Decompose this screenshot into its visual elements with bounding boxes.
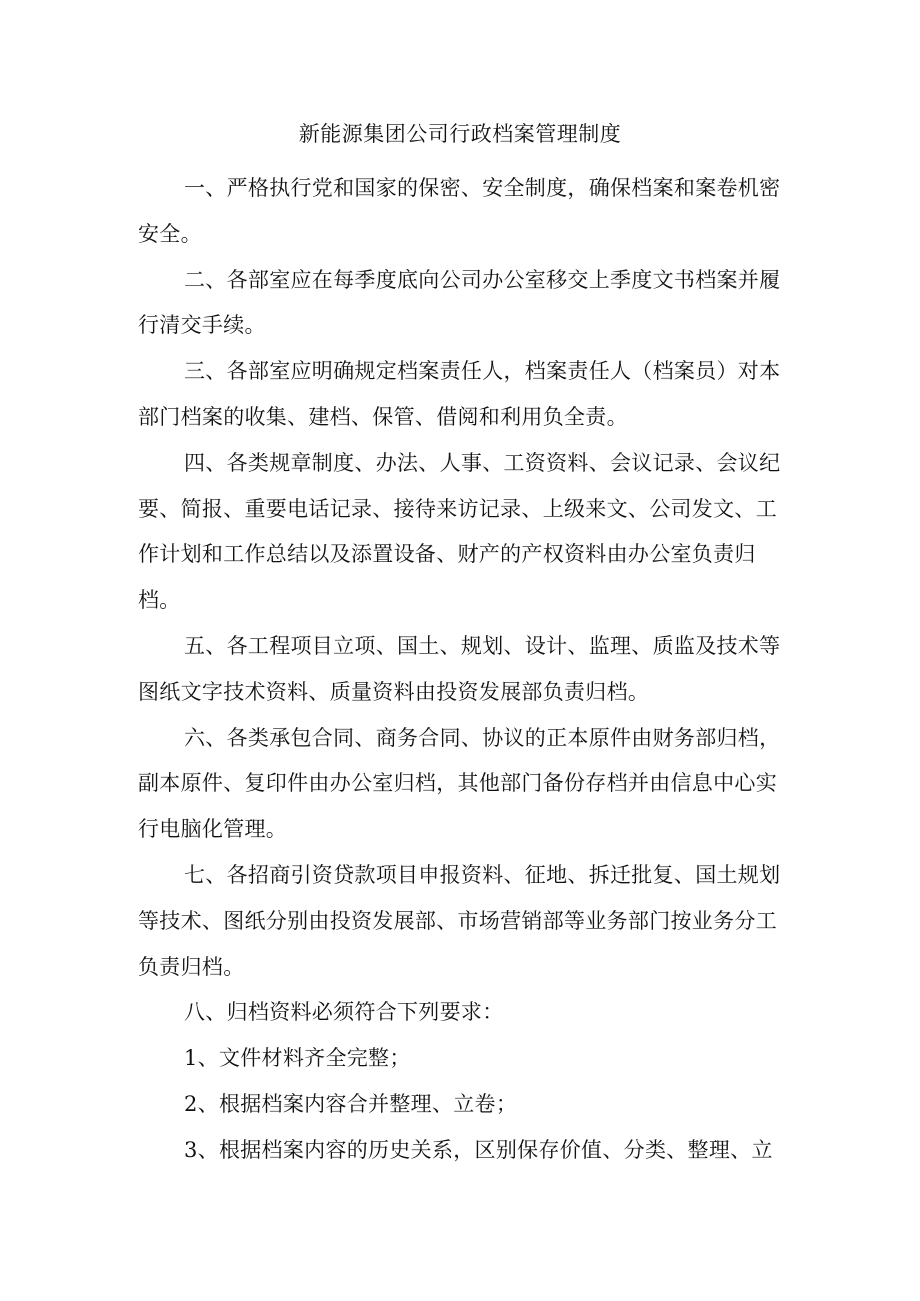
paragraph-4: 四、各类规章制度、办法、人事、工资资料、会议记录、会议纪要、简报、重要电话记录、接待来访记录、上级来文、公司发文、工作计划和工作总结以及添置设备、财产的产权资料由办公室负责归档。: [138, 450, 781, 613]
requirement-item-1: 1、文件材料齐全完整；: [184, 1046, 411, 1071]
paragraph-2: 二、各部室应在每季度底向公司办公室移交上季度文书档案并履行清交手续。: [138, 267, 781, 338]
paragraph-7: 七、各招商引资贷款项目申报资料、征地、拆迁批复、国土规划等技术、图纸分别由投资发展部、市场营销部等业务部门按业务分工负责归档。: [138, 862, 781, 979]
paragraph-8: 八、归档资料必须符合下列要求：: [184, 1000, 504, 1025]
paragraph-3: 三、各部室应明确规定档案责任人，档案责任人（档案员）对本部门档案的收集、建档、保管、借阅和利用负全责。: [138, 359, 781, 429]
paragraph-1: 一、严格执行党和国家的保密、安全制度，确保档案和案卷机密安全。: [138, 176, 781, 246]
requirement-item-3: 3、根据档案内容的历史关系，区别保存价值、分类、整理、立: [184, 1137, 773, 1162]
document-body: [138, 166, 786, 1174]
paragraph-5: 五、各工程项目立项、国土、规划、设计、监理、质监及技术等图纸文字技术资料、质量资料由投资发展部负责归档。: [138, 633, 781, 704]
requirement-item-2: 2、根据档案内容合并整理、立卷；: [184, 1091, 518, 1116]
document-title: 新能源集团公司行政档案管理制度: [298, 122, 622, 146]
paragraph-6: 六、各类承包合同、商务合同、协议的正本原件由财务部归档，副本原件、复印件由办公室归档，其他部门备份存档并由信息中心实行电脑化管理。: [138, 725, 781, 842]
